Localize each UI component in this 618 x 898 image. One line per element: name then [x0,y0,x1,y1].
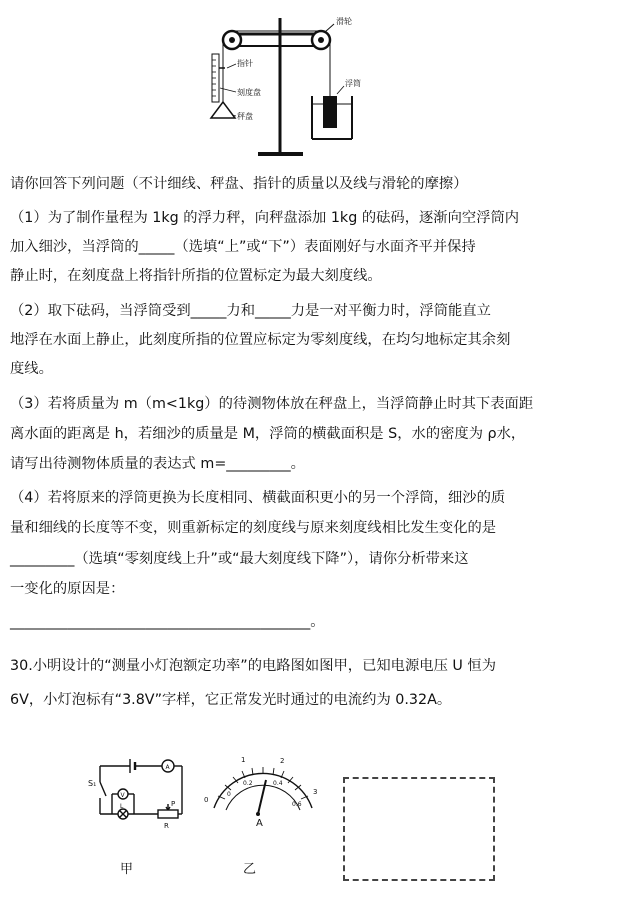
scale-label: 刻度盘 [237,88,261,97]
caption-jia: 甲 [120,862,134,877]
intro-text: 请你回答下列问题（不计细线、秤盘、指针的质量以及线与滑轮的摩擦） [10,176,468,192]
q1-line-3: 静止时，在刻度盘上将指针所指的位置标定为最大刻度线。 [10,268,382,284]
answer-dashed-box [343,777,495,881]
meter-tick-outer-3: 3 [313,788,318,796]
meter-unit: A [256,818,263,829]
slider-label: P [171,800,176,808]
q3-line-1: （3）若将质量为 m（m<1kg）的待测物体放在秤盘上，当浮筒静止时其下表面距 [10,396,534,412]
pan-label: 秤盘 [237,112,253,121]
q3-line-2: 离水面的距离是 h，若细沙的质量是 M，浮筒的横截面积是 S，水的密度为 ρ水， [10,426,526,442]
meter-tick-inner-0: 0 [227,791,231,798]
meter-tick-outer-1: 1 [241,756,246,764]
ammeter-label: A [165,764,170,771]
q30-line-1: 30.小明设计的“测量小灯泡额定功率”的电路图如图甲，已知电源电压 U 恒为 [10,658,497,674]
q2-line-3: 度线。 [10,361,53,377]
caption-yi: 乙 [243,862,257,877]
meter-tick-inner-04: 0.4 [273,780,283,787]
lamp-label: L [120,803,124,810]
tube-label: 浮筒 [345,79,361,88]
q3-line-3: 请写出待测物体质量的表达式 m=_________。 [10,456,305,472]
q2-line-2: 地浮在水面上静止，此刻度所指的位置应标定为零刻度线，在均匀地标定其余刻 [10,332,511,348]
pulley-label: 滑轮 [336,17,352,26]
buoyancy-scale-figure [200,4,410,162]
q4-line-4: 一变化的原因是： [10,581,125,597]
meter-tick-outer-2: 2 [280,757,285,765]
q4-line-1: （4）若将原来的浮筒更换为长度相同、横截面积更小的另一个浮筒，细沙的质 [10,490,506,506]
rheostat-label: R [164,822,169,830]
meter-tick-inner-02: 0.2 [243,780,253,787]
pointer-label: 指针 [237,59,253,68]
q30-line-2: 6V，小灯泡标有“3.8V”字样，它正常发光时通过的电流约为 0.32A。 [10,692,452,708]
circuit-diagram [86,752,196,832]
q1-line-2: 加入细沙，当浮筒的_____（选填“上”或“下”）表面刚好与水面齐平并保持 [10,239,476,255]
q4-line-5: __________________________________________。 [10,614,325,630]
meter-tick-inner-06: 0.6 [292,801,302,808]
voltmeter-label: V [120,792,125,799]
q1-line-1: （1）为了制作量程为 1kg 的浮力秤，向秤盘添加 1kg 的砝码，逐渐向空浮筒内 [10,210,520,226]
q4-line-3: _________（选填“零刻度线上升”或“最大刻度线下降”），请你分析带来这 [10,551,469,567]
ammeter-dial [200,752,322,832]
switch-label: S₁ [88,779,97,788]
q4-line-2: 量和细线的长度等不变，则重新标定的刻度线与原来刻度线相比发生变化的是 [10,520,497,536]
q2-line-1: （2）取下砝码，当浮筒受到_____力和_____力是一对平衡力时，浮筒能直立 [10,303,491,319]
meter-tick-outer-0: 0 [204,796,209,804]
